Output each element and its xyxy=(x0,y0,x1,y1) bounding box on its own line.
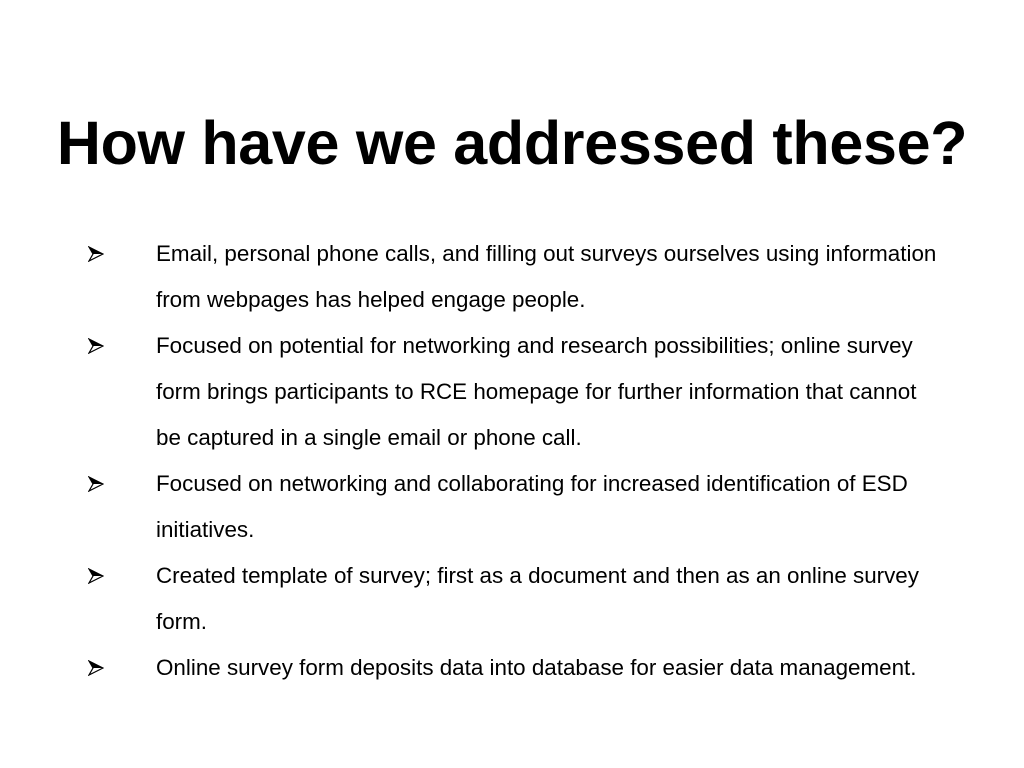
arrowhead-bullet-icon xyxy=(88,461,108,507)
bullet-text: Online survey form deposits data into database for easier data management. xyxy=(156,655,917,680)
bullet-list xyxy=(0,231,1024,691)
bullet-text: Created template of survey; first as a document and then as an online survey form. xyxy=(156,563,919,634)
bullet-item xyxy=(0,553,946,645)
bullet-item xyxy=(0,231,946,323)
arrowhead-bullet-icon xyxy=(88,231,108,277)
bullet-item xyxy=(0,461,946,553)
arrowhead-bullet-icon xyxy=(88,553,108,599)
arrowhead-bullet-icon xyxy=(88,323,108,369)
bullet-text: Focused on networking and collaborating for increased identification of ESD initiatives. xyxy=(156,471,908,542)
bullet-text: Focused on potential for networking and research possibilities; online survey form brings participants to RCE homepage for further information that cannot be captured in a single email or phone call. xyxy=(156,333,917,450)
bullet-item xyxy=(0,645,946,691)
bullet-item xyxy=(0,323,946,461)
arrowhead-bullet-icon xyxy=(88,645,108,691)
bullet-text: Email, personal phone calls, and filling out surveys ourselves using information from webpages has helped engage people. xyxy=(156,241,937,312)
slide-title: How have we addressed these? xyxy=(56,109,968,177)
